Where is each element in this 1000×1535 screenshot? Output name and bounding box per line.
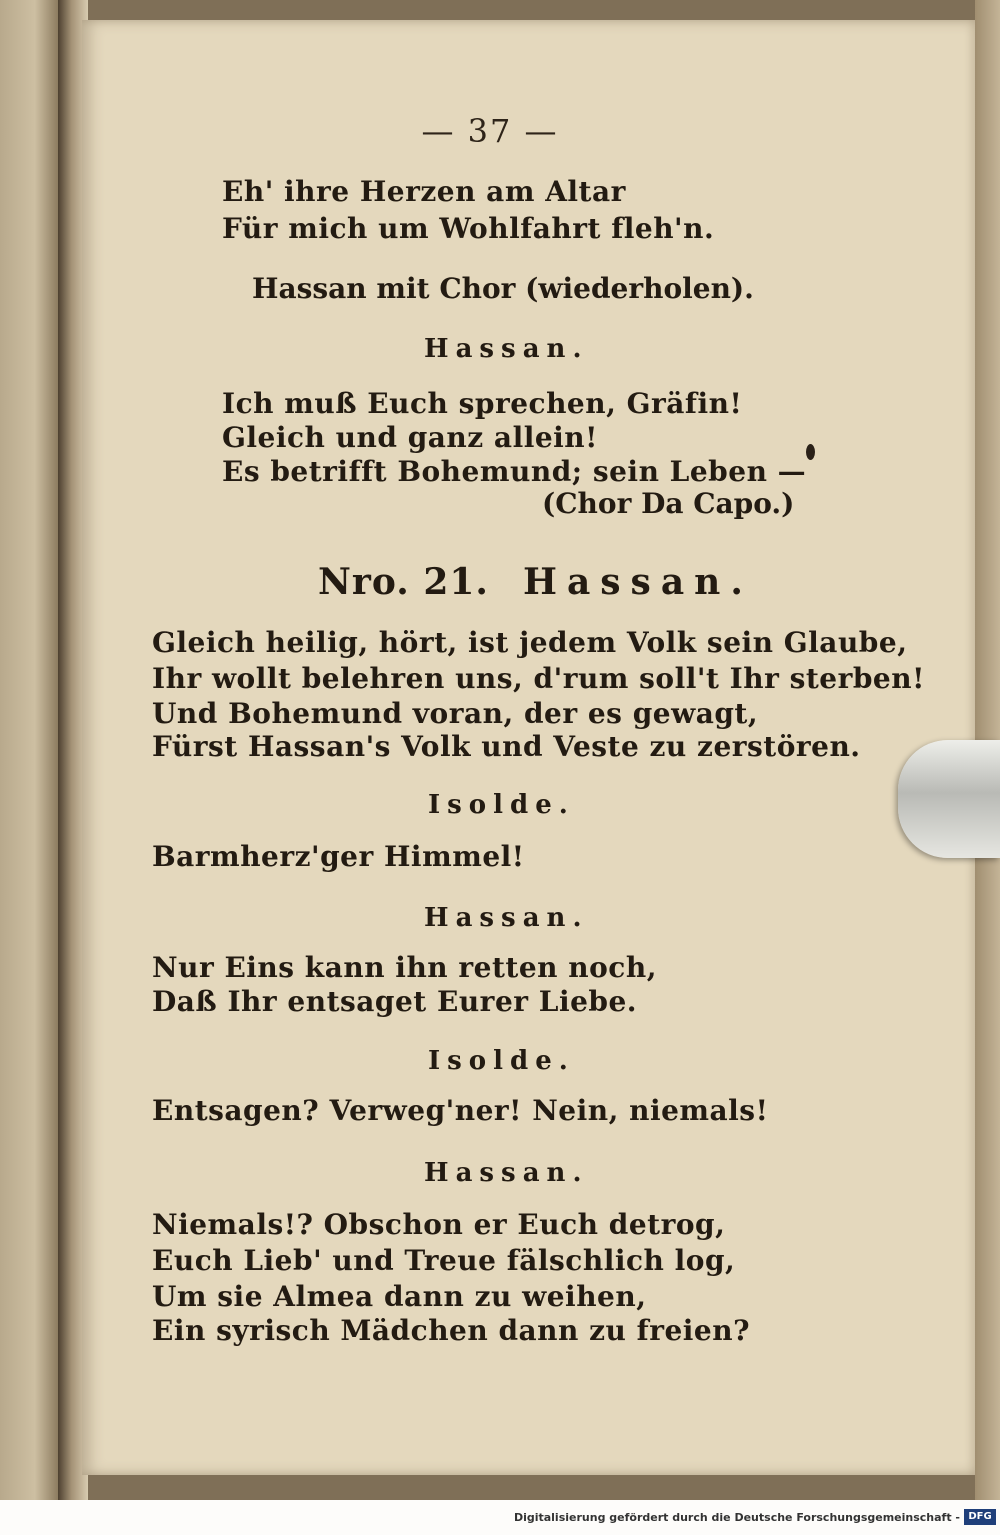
verse-line: Euch Lieb' und Treue fälschlich log, bbox=[152, 1244, 736, 1277]
speaker-name: Isolde. bbox=[428, 1046, 575, 1076]
verse-line: Ich muß Euch sprechen, Gräfin! bbox=[222, 387, 743, 420]
verse-line: Für mich um Wohlfahrt fleh'n. bbox=[222, 212, 715, 245]
verse-line: Gleich heilig, hört, ist jedem Volk sein Glaube, bbox=[152, 626, 908, 659]
verse-line: Entsagen? Verweg'ner! Nein, niemals! bbox=[152, 1094, 769, 1127]
speaker-name: Hassan. bbox=[424, 903, 589, 933]
digitization-footer bbox=[0, 1500, 1000, 1535]
heading-speaker: Hassan. bbox=[522, 561, 753, 603]
verse-line: Ein syrisch Mädchen dann zu freien? bbox=[152, 1314, 750, 1347]
verse-line: Nur Eins kann ihn retten noch, bbox=[152, 951, 657, 984]
verse-line: Fürst Hassan's Volk und Veste zu zerstören. bbox=[152, 730, 861, 763]
page-number: — 37 — bbox=[421, 112, 559, 150]
page-clip bbox=[898, 740, 1000, 858]
verse-line: Barmherz'ger Himmel! bbox=[152, 840, 525, 873]
funding-notice: Digitalisierung gefördert durch die Deutsche Forschungsgemeinschaft - bbox=[513, 1511, 960, 1524]
number-heading bbox=[318, 561, 753, 603]
verse-line: Es betrifft Bohemund; sein Leben — bbox=[222, 455, 807, 488]
verse-line: Und Bohemund voran, der es gewagt, bbox=[152, 697, 759, 730]
verse-line: Eh' ihre Herzen am Altar bbox=[222, 175, 626, 208]
verse-line: Um sie Almea dann zu weihen, bbox=[152, 1280, 647, 1313]
speaker-name: Hassan. bbox=[424, 334, 589, 364]
verse-line: Ihr wollt belehren uns, d'rum soll't Ihr sterben! bbox=[152, 662, 925, 695]
speaker-name: Hassan. bbox=[424, 1158, 589, 1188]
speaker-name: Isolde. bbox=[428, 790, 575, 820]
previous-page-edge bbox=[0, 0, 58, 1500]
number-label: Nro. 21. bbox=[318, 561, 489, 603]
verse-line: Daß Ihr entsaget Eurer Liebe. bbox=[152, 985, 638, 1018]
ink-spot bbox=[806, 444, 815, 460]
verse-line: Niemals!? Obschon er Euch detrog, bbox=[152, 1208, 726, 1241]
dfg-logo: DFG bbox=[964, 1509, 996, 1525]
verse-line: Gleich und ganz allein! bbox=[222, 421, 598, 454]
stage-direction: Hassan mit Chor (wiederholen). bbox=[252, 272, 754, 305]
stage-direction: (Chor Da Capo.) bbox=[542, 487, 795, 520]
